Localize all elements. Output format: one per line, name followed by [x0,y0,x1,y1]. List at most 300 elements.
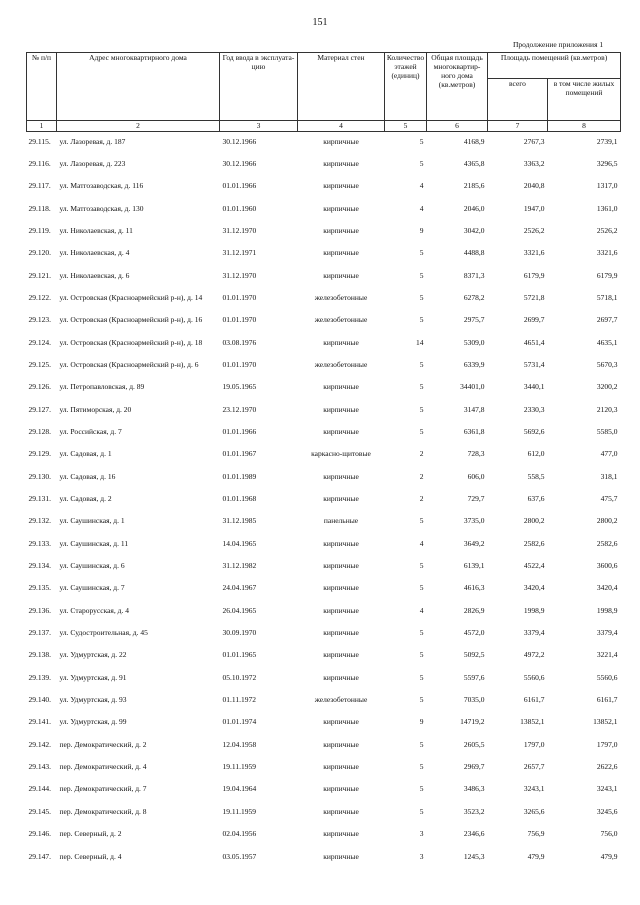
table-row [27,556,621,578]
table-row [27,511,621,533]
table-row [27,266,621,288]
row-address: ул. Судостроительная, д. 45 [59,628,148,638]
table-row [27,779,621,801]
row-area-all: 2800,2 [523,516,545,526]
row-floors: 5 [419,695,424,705]
row-area-living: 5670,3 [596,359,618,369]
row-address: ул. Островская (Красноармейский р-н), д. 14 [59,292,203,302]
row-address: пер. Демократический, д. 4 [59,762,147,772]
table-row [27,132,621,154]
table-row [27,243,621,265]
row-floors: 5 [419,784,424,794]
table-row [27,757,621,779]
row-total-area: 729,7 [467,494,485,503]
row-material: кирпичные [323,248,359,258]
row-material: кирпичные [323,784,359,794]
header-address: Адрес многоквартирного дома [57,53,220,121]
row-year: 01.01.1966 [222,426,257,436]
header-all: всего [488,79,548,121]
row-area-living: 2800,2 [596,516,618,526]
row-year: 01.01.1966 [222,181,257,191]
row-address: ул. Садовая, д. 1 [59,449,112,459]
row-total-area: 2185,6 [463,181,485,191]
table-row [27,288,621,310]
row-address: ул. Российская, д. 7 [59,426,122,436]
row-year: 24.04.1967 [222,583,257,593]
row-year: 01.11.1972 [222,695,256,705]
row-material: кирпичные [323,605,359,615]
table-row [27,802,621,824]
row-floors: 5 [419,404,424,414]
row-material: кирпичные [323,137,359,146]
row-area-all: 1797,0 [523,739,545,749]
row-address: ул. Николаевская, д. 11 [59,225,133,235]
row-area-all: 558,5 [527,471,545,481]
row-area-living: 3600,6 [596,561,618,571]
row-number: 29.128. [28,426,51,436]
row-area-all: 6161,7 [523,695,545,705]
row-number: 29.116. [28,158,51,168]
row-floors: 5 [419,806,424,816]
row-area-living: 5560,6 [596,672,618,682]
row-area-all: 5721,8 [523,292,545,302]
row-number: 29.119. [28,225,51,235]
row-total-area: 34401,0 [460,382,485,392]
row-address: ул. Старорусская, д. 4 [59,605,129,615]
row-address: пер. Демократический, д. 7 [59,784,147,794]
row-total-area: 3649,2 [463,538,485,548]
row-address: ул. Пятиморская, д. 20 [59,404,132,414]
row-area-all: 3243,1 [523,784,545,794]
row-total-area: 6139,1 [463,561,485,571]
row-address: ул. Островская (Красноармейский р-н), д. 6 [59,359,199,369]
row-area-living: 3243,1 [596,784,618,794]
continuation-note: Продолжение приложения 1 [513,40,604,49]
row-floors: 4 [419,203,424,213]
row-year: 05.10.1972 [222,672,257,682]
row-number: 29.129. [28,449,51,459]
row-address: ул. Островская (Красноармейский р-н), д. 16 [59,315,203,325]
row-area-all: 3420,4 [523,583,545,593]
col-number: 4 [298,121,385,132]
table-row [27,199,621,221]
row-year: 31.12.1971 [222,248,257,258]
row-number: 29.141. [28,717,51,727]
row-number: 29.145. [28,806,51,816]
row-year: 01.01.1970 [222,359,257,369]
row-material: кирпичные [323,494,359,503]
table-row [27,176,621,198]
table-row [27,601,621,623]
header-total-area: Общая площадь многоквартир-ного дома (кв.метров) [427,53,488,121]
row-total-area: 2605,5 [463,739,485,749]
row-material: кирпичные [323,181,359,191]
row-area-all: 756,9 [527,829,545,839]
row-address: ул. Николаевская, д. 4 [59,248,130,258]
table-row [27,690,621,712]
header-floors: Количество этажей (единиц) [385,53,427,121]
row-year: 12.04.1958 [222,739,257,749]
row-material: кирпичные [323,829,359,839]
row-material: панельные [323,516,359,526]
row-number: 29.124. [28,337,51,347]
row-total-area: 606,0 [467,471,485,481]
row-address: ул. Саушинская, д. 11 [59,538,129,548]
row-address: ул. Саушинская, д. 6 [59,561,125,571]
row-address: ул. Саушинская, д. 1 [59,516,125,526]
table-row [27,534,621,556]
row-area-living: 3420,4 [596,583,618,593]
row-area-living: 2526,2 [596,225,618,235]
row-address: пер. Северный, д. 4 [59,851,122,861]
row-area-all: 3379,4 [523,628,545,638]
row-area-living: 475,7 [600,494,618,503]
row-material: кирпичные [323,762,359,772]
row-area-living: 13852,1 [593,717,618,727]
row-material: железобетонные [314,292,368,302]
row-total-area: 4168,9 [463,137,485,146]
row-number: 29.135. [28,583,51,593]
row-area-all: 637,6 [527,494,545,503]
row-year: 26.04.1965 [222,605,257,615]
row-material: кирпичные [323,806,359,816]
row-number: 29.130. [28,471,51,481]
col-number: 1 [27,121,57,132]
row-address: ул. Садовая, д. 2 [59,494,112,503]
row-area-living: 756,0 [600,829,618,839]
row-address: ул. Удмуртская, д. 93 [59,695,127,705]
row-floors: 5 [419,583,424,593]
row-year: 31.12.1982 [222,561,257,571]
table-row [27,221,621,243]
row-number: 29.122. [28,292,51,302]
apartment-buildings-table [26,52,621,869]
row-area-all: 4651,4 [523,337,545,347]
header-living: в том числе жилых помещений [548,79,621,121]
table-row [27,154,621,176]
table-row [27,400,621,422]
row-total-area: 6339,9 [463,359,485,369]
row-area-living: 3200,2 [596,382,618,392]
row-floors: 3 [419,851,424,861]
row-material: кирпичные [323,650,359,660]
row-total-area: 3523,2 [463,806,485,816]
row-floors: 4 [419,605,424,615]
row-number: 29.139. [28,672,51,682]
col-number: 5 [385,121,427,132]
row-area-all: 2330,3 [523,404,545,414]
row-area-all: 5560,6 [523,672,545,682]
row-year: 30.12.1966 [222,158,257,168]
row-area-all: 2699,7 [523,315,545,325]
row-address: ул. Удмуртская, д. 22 [59,650,127,660]
row-material: кирпичные [323,583,359,593]
row-floors: 5 [419,359,424,369]
row-area-all: 3265,6 [523,806,545,816]
row-address: ул. Петропавловская, д. 89 [59,382,145,392]
row-total-area: 4572,0 [463,628,485,638]
row-total-area: 5309,0 [463,337,485,347]
row-number: 29.127. [28,404,51,414]
row-area-living: 1797,0 [596,739,618,749]
row-floors: 5 [419,292,424,302]
table-row [27,824,621,846]
row-year: 30.09.1970 [222,628,257,638]
table-row [27,489,621,511]
row-address: ул. Лазоревая, д. 187 [59,137,126,146]
row-floors: 4 [419,181,424,191]
page-number: 151 [312,17,328,28]
row-area-all: 479,9 [527,851,545,861]
row-year: 03.05.1957 [222,851,257,861]
table-row [27,355,621,377]
row-floors: 5 [419,426,424,436]
col-number: 8 [548,121,621,132]
row-area-all: 2582,6 [523,538,545,548]
table-row [27,847,621,869]
row-floors: 14 [416,337,424,347]
row-area-living: 477,0 [600,449,618,459]
row-year: 01.01.1974 [222,717,257,727]
row-address: ул. Николаевская, д. 6 [59,270,130,280]
row-material: кирпичные [323,561,359,571]
row-area-all: 5731,4 [523,359,545,369]
row-total-area: 5597,6 [463,672,485,682]
row-material: кирпичные [323,203,359,213]
row-floors: 5 [419,248,424,258]
row-total-area: 3486,3 [463,784,485,794]
row-floors: 5 [419,137,424,146]
row-year: 01.01.1989 [222,471,257,481]
row-area-all: 1947,0 [523,203,545,213]
row-area-living: 2120,3 [596,404,618,414]
row-area-all: 6179,9 [523,270,545,280]
row-year: 30.12.1966 [222,137,257,146]
row-area-living: 4635,1 [596,337,618,347]
row-floors: 5 [419,158,424,168]
row-total-area: 3042,0 [463,225,485,235]
row-total-area: 8371,3 [463,270,485,280]
row-floors: 5 [419,315,424,325]
row-number: 29.146. [28,829,51,839]
row-area-all: 2040,8 [523,181,545,191]
row-number: 29.138. [28,650,51,660]
row-area-living: 2582,6 [596,538,618,548]
row-area-living: 3321,6 [596,248,618,258]
table-row [27,377,621,399]
row-address: пер. Северный, д. 2 [59,829,122,839]
row-area-all: 3440,1 [523,382,545,392]
row-year: 19.05.1965 [222,382,257,392]
row-number: 29.118. [28,203,51,213]
row-address: ул. Удмуртская, д. 91 [59,672,127,682]
header-material: Материал стен [298,53,385,121]
row-area-living: 6161,7 [596,695,618,705]
row-year: 23.12.1970 [222,404,257,414]
row-area-all: 4972,2 [523,650,545,660]
row-material: кирпичные [323,270,359,280]
table-row [27,444,621,466]
row-floors: 2 [419,494,424,503]
row-year: 01.01.1968 [222,494,257,503]
row-material: кирпичные [323,628,359,638]
col-number: 6 [427,121,488,132]
table-row [27,310,621,332]
row-area-all: 13852,1 [520,717,545,727]
row-area-living: 2622,6 [596,762,618,772]
row-material: кирпичные [323,158,359,168]
row-number: 29.115. [28,137,51,146]
row-year: 02.04.1956 [222,829,257,839]
row-total-area: 4365,8 [463,158,485,168]
row-floors: 5 [419,739,424,749]
row-area-living: 3245,6 [596,806,618,816]
row-address: ул. Лазоревая, д. 223 [59,158,126,168]
row-material: кирпичные [323,717,359,727]
row-material: кирпичные [323,382,359,392]
row-address: ул. Матгозаводская, д. 130 [59,203,144,213]
row-year: 19.11.1959 [222,806,256,816]
row-total-area: 2826,9 [463,605,485,615]
row-total-area: 1245,3 [463,851,485,861]
row-number: 29.147. [28,851,51,861]
row-total-area: 4616,3 [463,583,485,593]
row-material: кирпичные [323,538,359,548]
row-material: кирпичные [323,225,359,235]
row-number: 29.131. [28,494,51,503]
row-floors: 5 [419,650,424,660]
row-area-living: 1317,0 [596,181,618,191]
row-area-all: 3321,6 [523,248,545,258]
row-floors: 5 [419,762,424,772]
header-year: Год ввода в эксплуата-цию [220,53,298,121]
row-number: 29.144. [28,784,51,794]
row-number: 29.134. [28,561,51,571]
table-row [27,623,621,645]
row-floors: 4 [419,538,424,548]
row-year: 01.01.1970 [222,315,257,325]
row-year: 01.01.1960 [222,203,257,213]
row-area-living: 1361,0 [596,203,618,213]
row-address: ул. Садовая, д. 16 [59,471,116,481]
table-row [27,578,621,600]
row-address: пер. Демократический, д. 2 [59,739,147,749]
table-row [27,712,621,734]
row-area-living: 3296,5 [596,158,618,168]
header-rooms-area: Площадь помещений (кв.метров) [488,53,621,79]
row-area-all: 612,0 [527,449,545,459]
row-number: 29.120. [28,248,51,258]
row-area-living: 1998,9 [596,605,618,615]
row-year: 19.04.1964 [222,784,257,794]
row-year: 01.01.1965 [222,650,257,660]
row-area-all: 2767,3 [523,137,545,146]
row-area-living: 2739,1 [596,137,618,146]
row-address: ул. Удмуртская, д. 99 [59,717,127,727]
row-area-living: 6179,9 [596,270,618,280]
table-body [27,132,621,869]
row-total-area: 3735,0 [463,516,485,526]
row-total-area: 2346,6 [463,829,485,839]
row-total-area: 3147,8 [463,404,485,414]
row-area-living: 479,9 [600,851,618,861]
row-area-all: 4522,4 [523,561,545,571]
col-number: 7 [488,121,548,132]
row-year: 14.04.1965 [222,538,257,548]
row-number: 29.142. [28,739,51,749]
row-area-all: 1998,9 [523,605,545,615]
row-number: 29.123. [28,315,51,325]
row-number: 29.143. [28,762,51,772]
row-floors: 2 [419,471,424,481]
row-material: кирпичные [323,739,359,749]
table-row [27,668,621,690]
row-floors: 2 [419,449,424,459]
row-year: 31.12.1985 [222,516,257,526]
row-number: 29.136. [28,605,51,615]
row-area-living: 5718,1 [596,292,618,302]
row-area-living: 2697,7 [596,315,618,325]
row-year: 31.12.1970 [222,225,257,235]
row-year: 01.01.1967 [222,449,257,459]
row-area-all: 5692,6 [523,426,545,436]
row-year: 01.01.1970 [222,292,257,302]
row-material: кирпичные [323,851,359,861]
row-material: железобетонные [314,315,368,325]
row-number: 29.137. [28,628,51,638]
row-number: 29.121. [28,270,51,280]
row-year: 31.12.1970 [222,270,257,280]
table-row [27,735,621,757]
row-number: 29.140. [28,695,51,705]
row-floors: 5 [419,628,424,638]
row-total-area: 5092,5 [463,650,485,660]
row-material: кирпичные [323,471,359,481]
row-number: 29.132. [28,516,51,526]
row-total-area: 2975,7 [463,315,485,325]
row-total-area: 14719,2 [460,717,485,727]
row-area-living: 318,1 [600,471,618,481]
col-number: 3 [220,121,298,132]
row-material: кирпичные [323,404,359,414]
row-address: ул. Матгозаводская, д. 116 [59,181,144,191]
row-number: 29.117. [28,181,51,191]
row-number: 29.125. [28,359,51,369]
table-row [27,333,621,355]
row-material: кирпичные [323,672,359,682]
row-area-living: 5585,0 [596,426,618,436]
row-material: каркасно-щитовые [311,449,371,459]
row-address: пер. Демократический, д. 8 [59,806,147,816]
row-area-all: 2526,2 [523,225,545,235]
row-area-living: 3379,4 [596,628,618,638]
row-material: железобетонные [314,695,368,705]
table-row [27,467,621,489]
table-row [27,422,621,444]
row-floors: 5 [419,270,424,280]
row-material: железобетонные [314,359,368,369]
row-total-area: 6278,2 [463,292,485,302]
row-floors: 9 [419,225,424,235]
row-total-area: 4488,8 [463,248,485,258]
row-total-area: 2969,7 [463,762,485,772]
row-address: ул. Островская (Красноармейский р-н), д. 18 [59,337,203,347]
row-number: 29.133. [28,538,51,548]
row-year: 19.11.1959 [222,762,256,772]
row-area-living: 3221,4 [596,650,618,660]
col-number: 2 [57,121,220,132]
row-total-area: 728,3 [467,449,485,459]
